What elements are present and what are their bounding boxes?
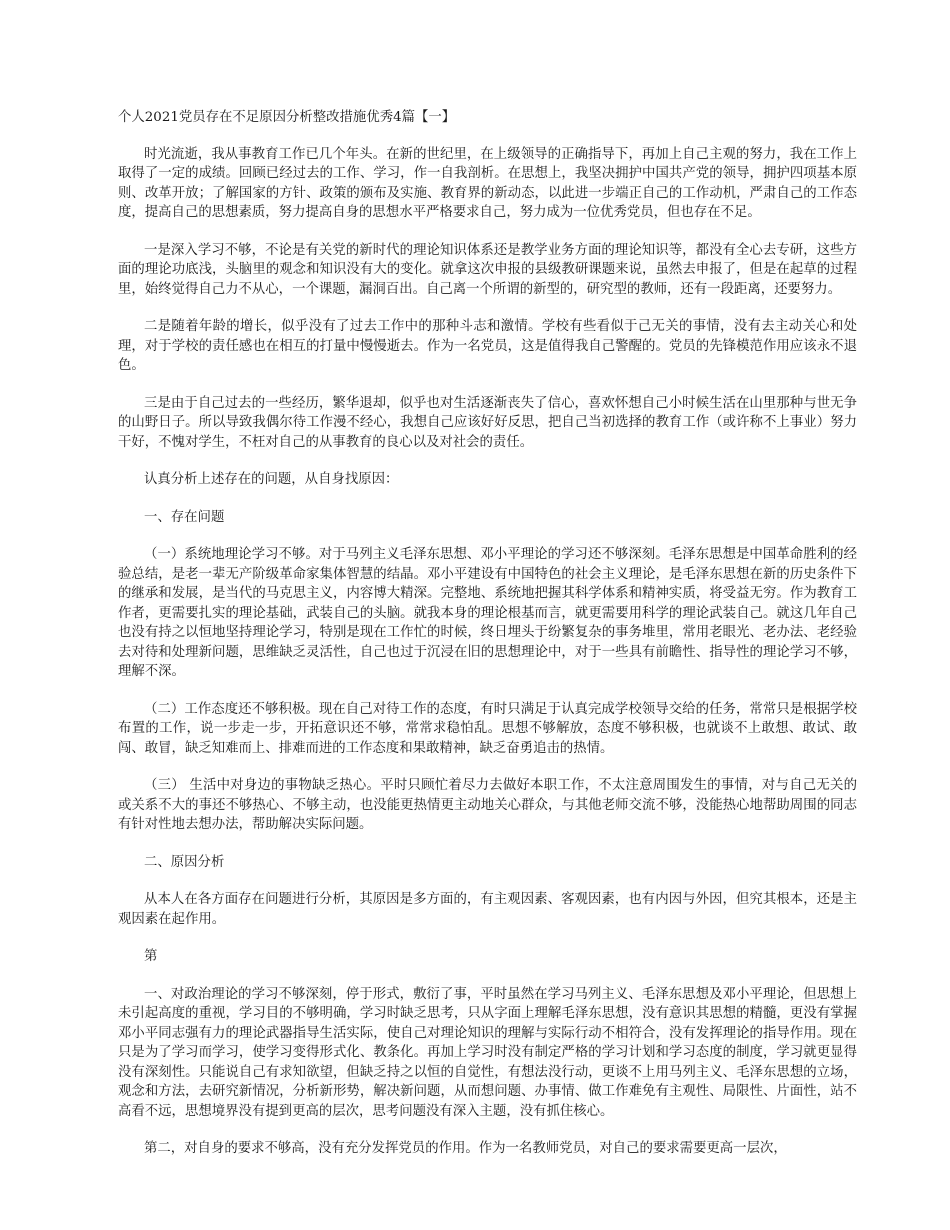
paragraph-problem-2: （二）工作态度还不够积极。现在自己对待工作的态度，有时只满足于认真完成学校领导交给的任务，常常只是根据学校布置的工作，说一步走一步，开拓意识还不够，常常求稳怕乱。思想不够解放，态度不够积极，也就谈不上敢想、敢试、敢闯、敢冒，缺乏知难而上、排难而进的工作态度和果敢精神，缺乏奋勇追击的热情。 — [118, 701, 857, 756]
paragraph-problem-1: （一）系统地理论学习不够。对于马列主义毛泽东思想、邓小平理论的学习还不够深刻。毛泽东思想是中国革命胜利的经验总结，是老一辈无产阶级革命家集体智慧的结晶。邓小平建设有中国特色的社会主义理论，是毛泽东思想在新的历史条件下的继承和发展，是当代的马克思主义，内容博大精深。完整地、系统地把握其科学体系和精神实质，将受益无穷。作为教育工作者，更需要扎实的理论基础，武装自己的头脑。就我本身的理论根基而言，就更需要用科学的理论武装自己。就这几年自己也没有持之以恒地坚持理论学习，特别是现在工作忙的时候，终日埋头于纷繁复杂的事务堆里，常用老眼光、老办法、老经验去对待和处理新问题，思维缺乏灵活性，自己也过于沉浸在旧的思想理论中，对于一些具有前瞻性、指导性的理论学习不够，理解不深。 — [118, 547, 857, 679]
paragraph-point-3: 三是由于自己过去的一些经历，繁华退却，似乎也对生活逐渐丧失了信心，喜欢怀想自己小时候生活在山里那种与世无争的山野日子。所以导致我偶尔待工作漫不经心，我想自己应该好好反思，把自己当初选择的教育工作（或许称不上事业）努力干好，不愧对学生，不枉对自己的从事教育的良心以及对社会的责任。 — [118, 395, 857, 450]
paragraph-cause-1: 一、对政治理论的学习不够深刻，停于形式，敷衍了事，平时虽然在学习马列主义、毛泽东思想及邓小平理论，但思想上未引起高度的重视，学习目的不够明确，学习时缺乏思考，只从字面上理解毛泽东思想，没有意识其思想的精髓，更没有掌握邓小平同志强有力的理论武器指导生活实际，使自己对理论知识的理解与实际行动不相符合，没有发挥理论的指导作用。现在只是为了学习而学习，使学习变得形式化、教条化。再加上学习时没有制定严格的学习计划和学习态度的制度，学习就更显得没有深刻性。只能说自己有求知欲望，但缺乏持之以恒的自觉性，有想法没行动，更谈不上用马列主义、毛泽东思想的立场，观念和方法，去研究新情况，分析新形势，解决新问题，从而想问题、办事情、做工作难免有主观性、局限性、片面性，站不高看不远，思想境界没有提到更高的层次，思考问题没有深入主题，没有抓住核心。 — [118, 986, 857, 1119]
paragraph-causes-intro: 从本人在各方面存在问题进行分析，其原因是多方面的，有主观因素、客观因素，也有内因与外因，但究其根本，还是主观因素在起作用。 — [118, 892, 857, 927]
document-title: 个人2021党员存在不足原因分析整改措施优秀4篇【一】 — [118, 110, 456, 125]
paragraph-problem-3: （三） 生活中对身边的事物缺乏热心。平时只顾忙着尽力去做好本职工作，不太注意周围发生的事情，对与自己无关的或关系不大的事还不够热心、不够主动，也没能更热情更主动地关心群众，与其他老师交流不够，没能热心地帮助周围的同志有针对性地去想办法，帮助解决实际问题。 — [118, 778, 857, 832]
paragraph-intro: 时光流逝，我从事教育工作已几个年头。在新的世纪里，在上级领导的正确指导下，再加上自己主观的努力，我在工作上取得了一定的成绩。回顾已经过去的工作、学习，作一自我剖析。在思想上，我坚决拥护中国共产党的领导，拥护四项基本原则、改革开放；了解国家的方针、政策的颁布及实施、教育界的新动态，以此进一步端正自己的工作动机，严肃自己的工作态度，提高自己的思想素质，努力提高自身的思想水平严格要求自己，努力成为一位优秀党员，但也存在不足。 — [118, 146, 857, 220]
paragraph-point-1: 一是深入学习不够，不论是有关党的新时代的理论知识体系还是教学业务方面的理论知识等，都没有全心去专研，这些方面的理论功底浅，头脑里的观念和知识没有大的变化。就拿这次申报的县级教研课题来说，虽然去申报了，但是在起草的过程里，始终觉得自己力不从心，一个课题，漏洞百出。自己离一个所谓的新型的，研究型的教师，还有一段距离，还要努力。 — [118, 242, 857, 297]
section-heading-causes: 二、原因分析 — [144, 854, 225, 870]
section-heading-problems: 一、存在问题 — [144, 509, 225, 525]
paragraph-first-label: 第 — [144, 949, 158, 964]
paragraph-analysis-lead: 认真分析上述存在的问题，从自身找原因： — [144, 472, 399, 487]
paragraph-point-2: 二是随着年龄的增长，似乎没有了过去工作中的那种斗志和激情。学校有些看似于己无关的事情，没有去主动关心和处理，对于学校的责任感也在相互的打量中慢慢逝去。作为一名党员，这是值得我自己警醒的。党员的先锋模范作用应该永不退色。 — [118, 319, 857, 373]
paragraph-cause-2: 第二，对自身的要求不够高，没有充分发挥党员的作用。作为一名教师党员，对自己的要求需要更高一层次， — [144, 1141, 787, 1156]
